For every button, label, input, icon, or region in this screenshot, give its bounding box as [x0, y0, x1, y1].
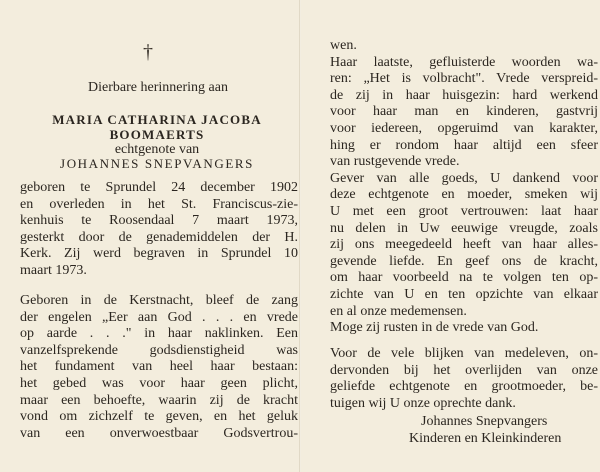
bio-line: geboren te Sprundel 24 december 1902	[20, 180, 298, 195]
bio-line: maart 1973.	[20, 262, 87, 278]
text-line: van een onverwoestbaar Godsvertrou-	[20, 425, 298, 441]
biography-paragraph	[20, 180, 298, 280]
signature-family: Kinderen en Kleinkinderen	[409, 431, 562, 446]
text-line: van rustgevende vrede.	[330, 154, 460, 170]
thanks-line: geliefde echtgenote en grootmoeder, be-	[330, 379, 598, 395]
thanks-paragraph	[330, 346, 598, 412]
text-line: de zij in haar huisgezin: hard werkend	[330, 87, 598, 103]
text-line: der engelen „Eer aan God . . . en vrede	[20, 309, 298, 325]
text-line: zij ons meegedeeld heeft van haar alles-	[330, 237, 598, 253]
thanks-line: tuigen wij U onze oprechte dank.	[330, 395, 516, 411]
text-line: gevende liefde. En geef ons de kracht,	[330, 253, 598, 269]
bio-line: gesterkt door de genademiddelen der H.	[20, 229, 298, 245]
text-line: ren: „Het is volbracht". Vrede verspreid-	[330, 71, 598, 87]
bio-line: en overleden in het St. Franciscus-zie-	[20, 196, 298, 212]
bio-line: kenhuis te Roosendaal 7 maart 1973,	[20, 213, 298, 229]
text-line: nu delen in Uw eeuwige vreugde, zoals	[330, 220, 598, 236]
text-line: het fundament van heel haar bestaan:	[20, 359, 298, 375]
text-line: en al onze medemensen.	[330, 303, 467, 319]
intro-text: Dierbare herinnering aan	[88, 80, 228, 95]
text-line: om haar voorbeeld na te volgen ten op-	[330, 270, 598, 286]
deceased-name-line2: BOOMAERTS	[109, 127, 205, 142]
text-line: Haar laatste, gefluisterde woorden wa-	[330, 54, 598, 70]
text-line: Gever van alle goeds, U dankend voor	[330, 170, 598, 186]
text-line: voor iedereen, opgeruimd van karakter,	[330, 120, 598, 136]
text-line: Moge zij rusten in de vrede van God.	[330, 320, 539, 336]
text-line: maar een behoefte, waarin zij de kracht	[20, 392, 298, 408]
text-line: hing er rondom haar altijd een sfeer	[330, 137, 598, 153]
spouse-name: JOHANNES SNEPVANGERS	[60, 156, 254, 171]
cross-icon: †	[143, 41, 153, 63]
signature-name: Johannes Snepvangers	[421, 414, 548, 429]
reflection-paragraph	[20, 293, 298, 442]
thanks-line: dervonden bij het overlijden van onze	[330, 362, 598, 378]
bio-line: Kerk. Zij werd begraven in Sprundel 10	[20, 246, 298, 262]
continued-text	[330, 38, 598, 337]
text-line: vond om zichzelf te geven, en het geluk	[20, 409, 298, 425]
deceased-name-line1: MARIA CATHARINA JACOBA	[52, 112, 262, 127]
text-line: het gebed was voor haar geen plicht,	[20, 375, 298, 391]
spouse-label: echtgenote van	[114, 142, 200, 157]
text-line: U met een groot vertrouwen: laat haar	[330, 203, 598, 219]
text-line: deze echtgenote en moeder, smeken wij	[330, 187, 598, 203]
text-line: op aarde . . ." in haar naklinken. Een	[20, 326, 298, 342]
right-page	[301, 0, 600, 472]
left-page	[0, 0, 299, 472]
text-line: voor haar man en kinderen, gastvrij	[330, 104, 598, 120]
thanks-line: Voor de vele blijken van medeleven, on-	[330, 346, 598, 361]
text-line: wen.	[330, 38, 357, 53]
text-line: vanzelfsprekende godsdienstigheid was	[20, 342, 298, 358]
text-line: Geboren in de Kerstnacht, bleef de zang	[20, 293, 298, 308]
text-line: zichte van U en ten opzichte van elkaar	[330, 286, 598, 302]
